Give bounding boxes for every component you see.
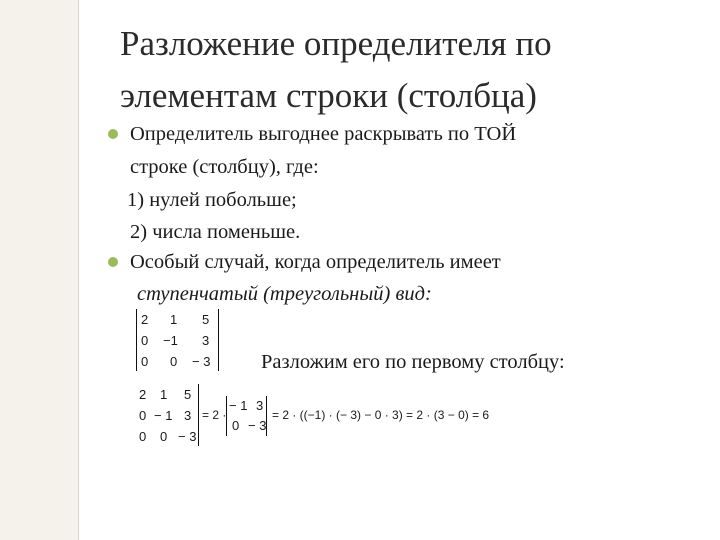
title-line-2: элементам строки (столбца) bbox=[120, 76, 537, 115]
bullet-dot-2 bbox=[108, 257, 118, 267]
eq-det-cell: 3 bbox=[184, 408, 192, 423]
det-cell: − 3 bbox=[192, 354, 211, 369]
triangular-determinant bbox=[136, 309, 222, 371]
det-cell: 3 bbox=[202, 333, 210, 348]
condition-2: 2) числа поменьше. bbox=[130, 221, 301, 243]
eq-det-cell: 5 bbox=[184, 387, 192, 402]
det-cell: −1 bbox=[163, 333, 178, 348]
bullet-2-line-1: Особый случай, когда определитель имеет bbox=[130, 251, 501, 273]
minor-cell: 3 bbox=[256, 398, 264, 413]
bullet-1-line-2: строке (столбцу), где: bbox=[130, 156, 319, 178]
det-left-bar bbox=[136, 309, 137, 371]
eq-det-cell: 0 bbox=[139, 408, 147, 423]
eq-det-cell: − 1 bbox=[154, 408, 173, 423]
eq-det-cell: 1 bbox=[160, 387, 168, 402]
eq-det-cell: 2 bbox=[139, 387, 147, 402]
expansion-caption: Разложим его по первому столбцу: bbox=[261, 351, 565, 373]
minor-cell: 0 bbox=[232, 418, 240, 433]
equation-result: = 2 · ((−1) · (− 3) − 0 · 3) = 2 · (3 − 0) = 6 bbox=[272, 408, 490, 422]
minor-left-bar bbox=[226, 396, 227, 436]
det-cell: 0 bbox=[170, 354, 178, 369]
det-cell: 5 bbox=[202, 312, 210, 327]
equation-multiplier: = 2 · bbox=[202, 408, 227, 422]
minor-cell: − 1 bbox=[229, 398, 248, 413]
minor-cell: − 3 bbox=[248, 418, 267, 433]
eq-det-cell: − 3 bbox=[178, 429, 197, 444]
det-cell: 1 bbox=[170, 312, 178, 327]
bullet-1-line-1: Определитель выгоднее раскрывать по ТОЙ bbox=[130, 123, 517, 145]
eq-det-cell: 0 bbox=[160, 429, 168, 444]
equation-minor bbox=[226, 396, 268, 436]
bullet-2-italic-line: ступенчатый (треугольный) вид: bbox=[137, 283, 432, 305]
eq-det-cell: 0 bbox=[139, 429, 147, 444]
left-divider bbox=[78, 0, 79, 540]
det-cell: 2 bbox=[141, 312, 149, 327]
left-decorative-band bbox=[0, 0, 78, 540]
det-cell: 0 bbox=[141, 354, 149, 369]
slide-title bbox=[120, 18, 680, 122]
condition-1: 1) нулей побольше; bbox=[127, 189, 297, 211]
det-right-bar bbox=[218, 309, 219, 371]
det-cell: 0 bbox=[141, 333, 149, 348]
equation-determinant bbox=[136, 384, 200, 446]
bullet-dot-1 bbox=[108, 129, 118, 139]
eq-det-right-bar bbox=[198, 384, 199, 446]
title-line-1: Разложение определителя по bbox=[120, 24, 552, 63]
